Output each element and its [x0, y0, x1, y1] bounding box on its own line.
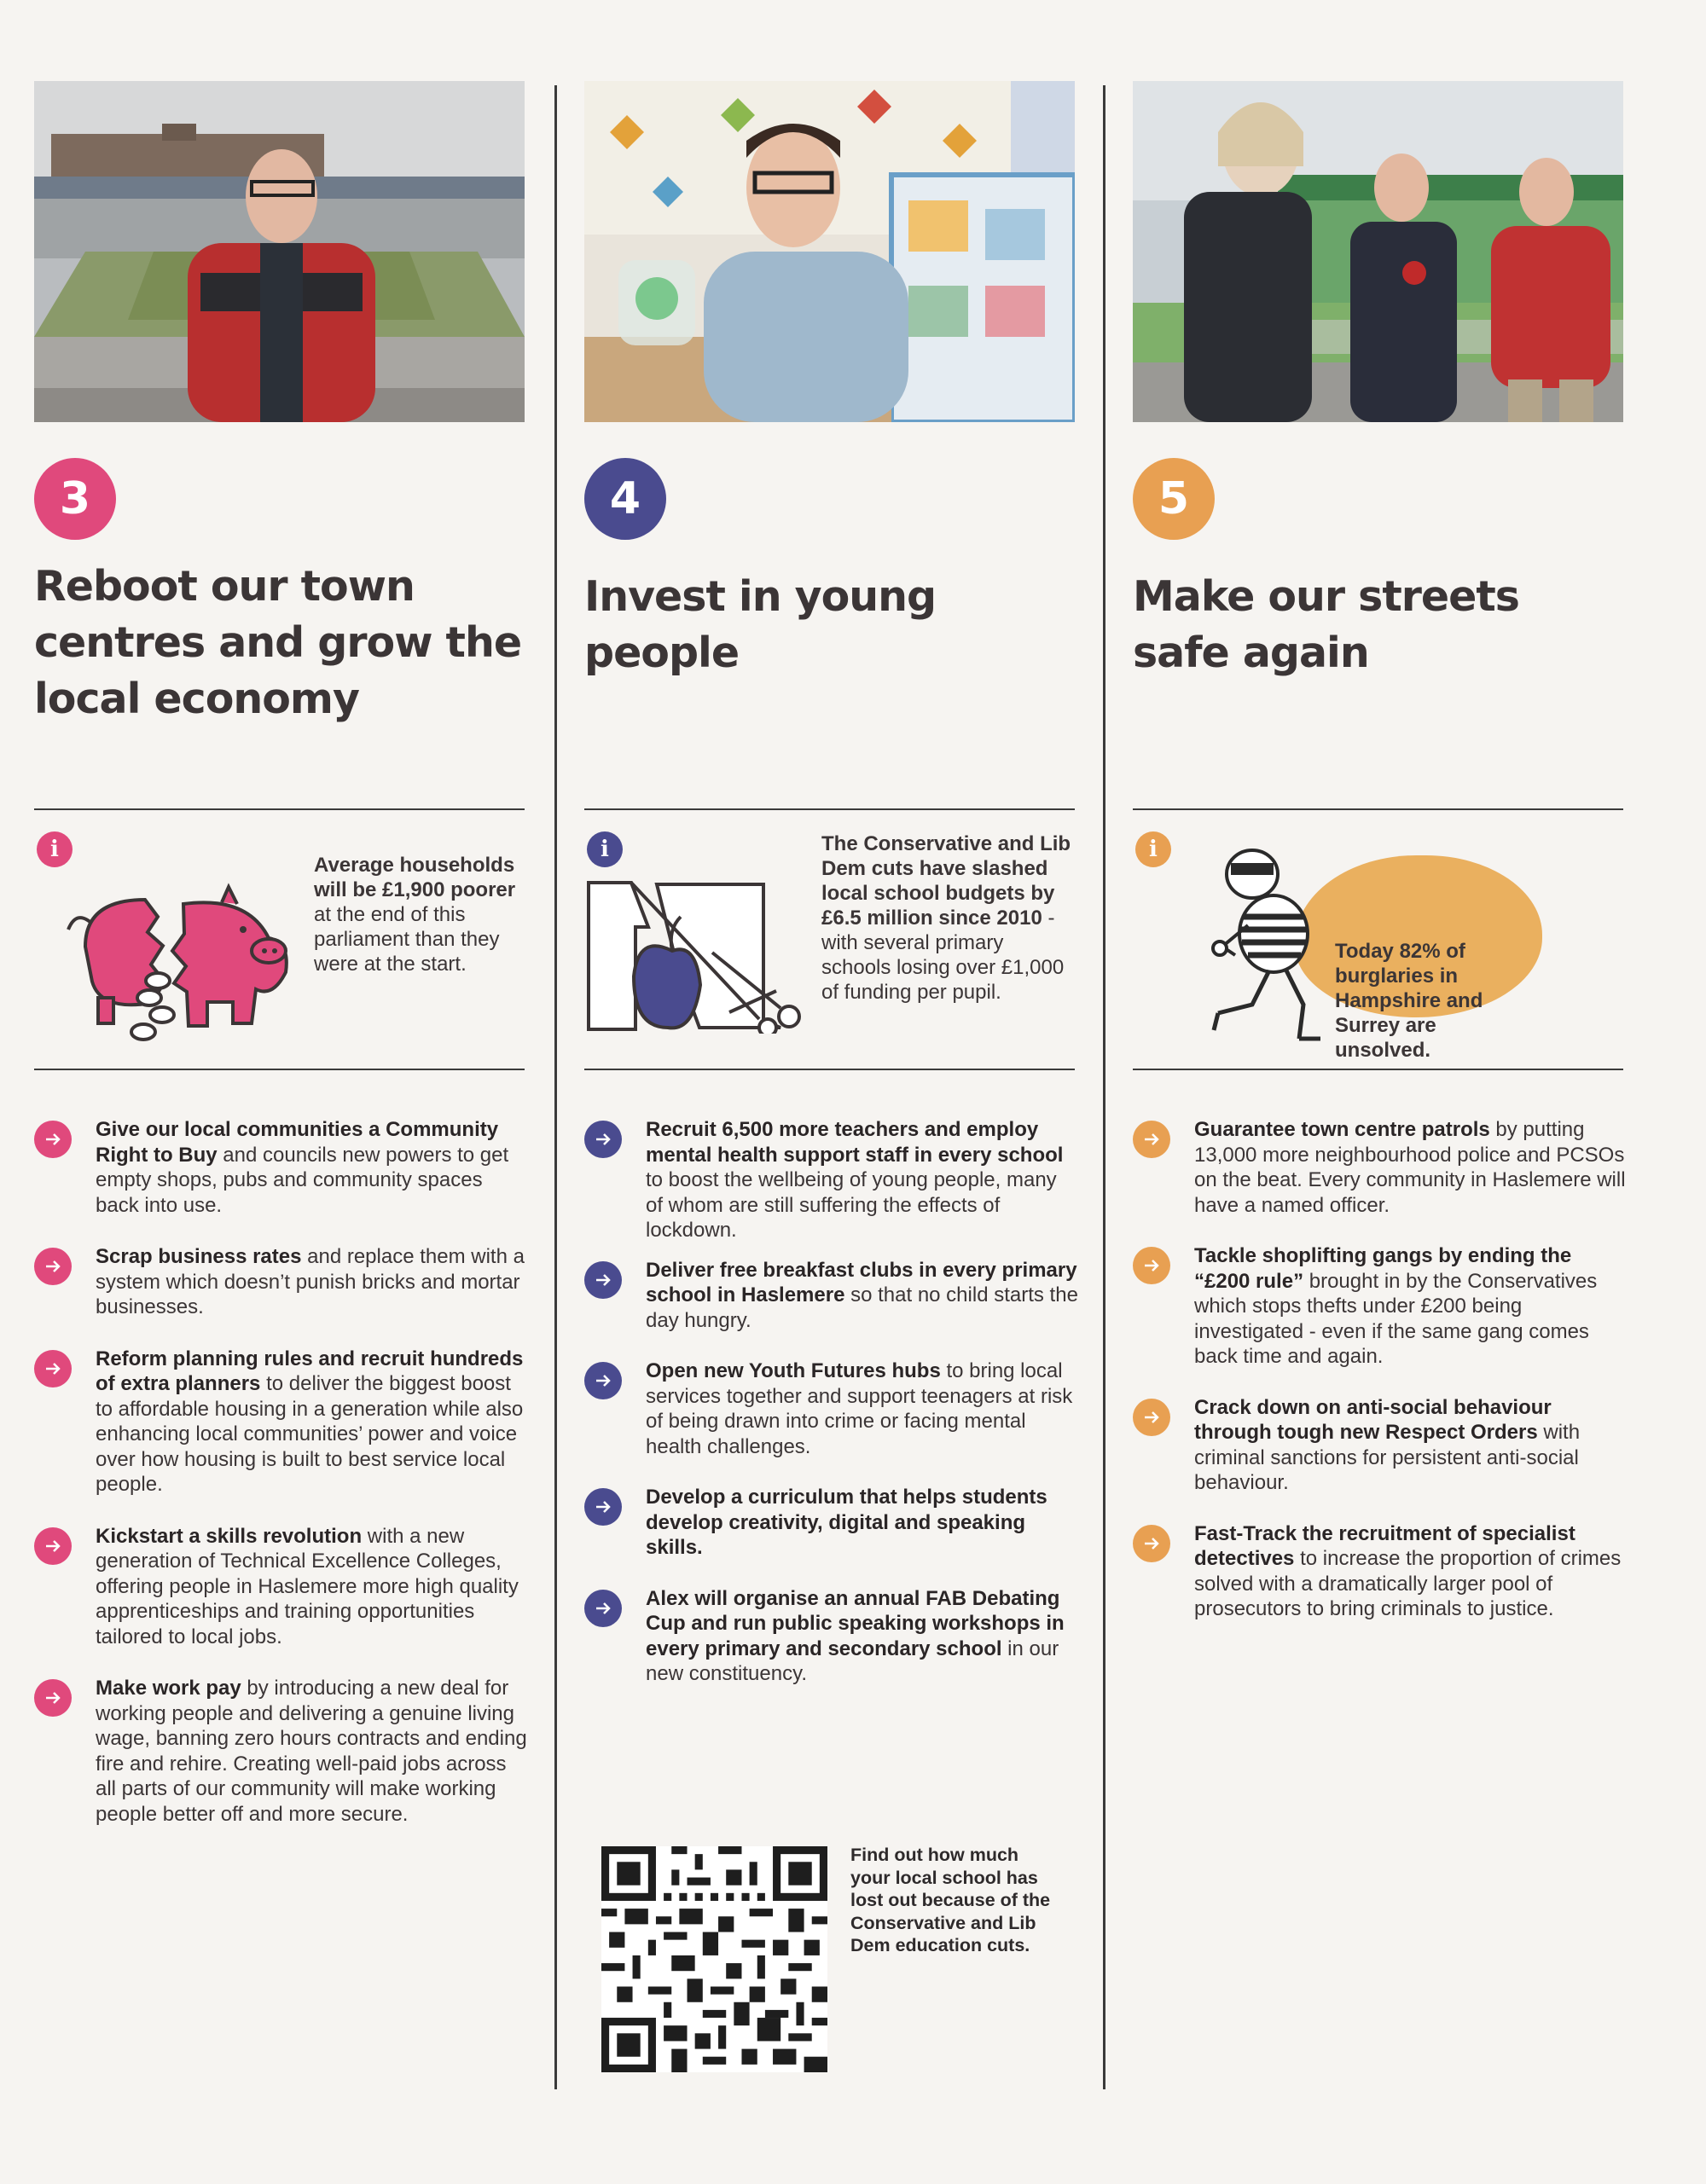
pledge-item: Fast-Track the recruitment of specialist detectives to increase the proportion of crimes solved with a dramatically larger pool of prosecutors to bring criminals to justice. — [1133, 1521, 1628, 1622]
arrow-right-icon — [34, 1350, 72, 1387]
qr-code[interactable] — [601, 1846, 827, 2072]
arrow-right-icon — [34, 1527, 72, 1565]
column-young-people — [584, 81, 1079, 2042]
pledge-item: Crack down on anti-social behaviour through tough new Respect Orders with criminal sanctions for persistent anti-social behaviour. — [1133, 1395, 1628, 1496]
pledge-item: Deliver free breakfast clubs in every primary school in Haslemere so that no child starts the day hungry. — [584, 1258, 1079, 1334]
pledge-item: Kickstart a skills revolution with a new generation of Technical Excellence Colleges, offering people in Haslemere more high quality apprenticeships and training opportunities tailored to local jobs. — [34, 1524, 529, 1650]
photo-candidate-town-centre — [34, 81, 525, 422]
scissors-cutting-apple-icon — [584, 876, 815, 1034]
pledge-item: Tackle shoplifting gangs by ending the “£200 rule” brought in by the Conservatives which stops thefts under £200 being investigated - even if the same gang comes back time and again. — [1133, 1243, 1628, 1370]
broken-piggy-bank-icon — [51, 878, 303, 1049]
arrow-right-icon — [584, 1261, 622, 1299]
stat-text: The Conservative and Lib Dem cuts have slashed local school budgets by £6.5 million since 2010 - with several primary schools losing over £1,000 of funding per pupil. — [821, 832, 1071, 1004]
arrow-right-icon — [1133, 1121, 1170, 1158]
pledge-item: Alex will organise an annual FAB Debating Cup and run public speaking workshops in every primary and secondary school in our new constituency. — [584, 1586, 1079, 1687]
column-safe-streets — [1133, 81, 1628, 2042]
pledge-list — [584, 1117, 1079, 1687]
arrow-right-icon — [1133, 1247, 1170, 1284]
section-heading: Reboot our town centres and grow the local economy — [34, 562, 522, 723]
section-rule — [584, 808, 1075, 810]
section-rule — [1133, 1069, 1623, 1070]
pledge-item: Give our local communities a Community Right to Buy and councils new powers to get empty shops, pubs and community spaces back into use. — [34, 1117, 529, 1218]
stat-text: Average households will be £1,900 poorer at the end of this parliament than they were at the start. — [314, 854, 516, 976]
step-number-badge: 4 — [584, 458, 666, 540]
pledge-item: Develop a curriculum that helps students develop creativity, digital and speaking skills. — [584, 1485, 1079, 1561]
pledge-item: Guarantee town centre patrols by putting 13,000 more neighbourhood police and PCSOs on the beat. Every community in Haslemere will have a named officer. — [1133, 1117, 1628, 1218]
arrow-right-icon — [584, 1362, 622, 1399]
stat-text: Today 82% of burglaries in Hampshire and Surrey are unsolved. — [1335, 940, 1483, 1062]
section-rule — [34, 808, 525, 810]
column-town-centres — [34, 81, 529, 2042]
pledge-list — [1133, 1117, 1628, 1622]
info-icon: i — [37, 831, 73, 867]
pledge-item: Recruit 6,500 more teachers and employ mental health support staff in every school to boost the wellbeing of young people, many of whom are still suffering the effects of lockdown. — [584, 1117, 1079, 1243]
step-number-badge: 3 — [34, 458, 116, 540]
section-rule — [34, 1069, 525, 1070]
column-divider — [1103, 85, 1105, 2089]
pledge-item: Scrap business rates and replace them with a system which doesn’t punish bricks and mortar businesses. — [34, 1244, 529, 1320]
info-icon: i — [1135, 831, 1171, 867]
arrow-right-icon — [584, 1488, 622, 1526]
arrow-right-icon — [34, 1679, 72, 1717]
info-icon: i — [587, 831, 623, 867]
photo-candidate-school — [584, 81, 1075, 422]
burglar-icon — [1210, 844, 1338, 1049]
arrow-right-icon — [1133, 1399, 1170, 1436]
arrow-right-icon — [34, 1121, 72, 1158]
qr-caption: Find out how much your local school has lost out because of the Conservative and Lib Dem education cuts. — [850, 1845, 1051, 1955]
column-divider — [554, 85, 557, 2089]
pledge-item: Make work pay by introducing a new deal for working people and delivering a genuine living wage, banning zero hours contracts and ending fire and rehire. Creating well-paid jobs across all parts of our community will make working people better off and more secure. — [34, 1676, 529, 1827]
photo-candidate-street — [1133, 81, 1623, 422]
section-rule — [1133, 808, 1623, 810]
pledge-item: Open new Youth Futures hubs to bring local services together and support teenagers at risk of being drawn into crime or facing mental health challenges. — [584, 1358, 1079, 1459]
arrow-right-icon — [584, 1590, 622, 1627]
arrow-right-icon — [584, 1121, 622, 1158]
section-rule — [584, 1069, 1075, 1070]
step-number-badge: 5 — [1133, 458, 1215, 540]
section-heading: Invest in young people — [584, 572, 937, 677]
pledge-list — [34, 1117, 529, 1827]
pledge-item: Reform planning rules and recruit hundreds of extra planners to deliver the biggest boost to affordable housing in a generation while also enhancing local communities’ power and voice over how housing is built to best service local people. — [34, 1347, 529, 1498]
arrow-right-icon — [1133, 1525, 1170, 1562]
section-heading: Make our streets safe again — [1133, 572, 1519, 677]
arrow-right-icon — [34, 1248, 72, 1285]
